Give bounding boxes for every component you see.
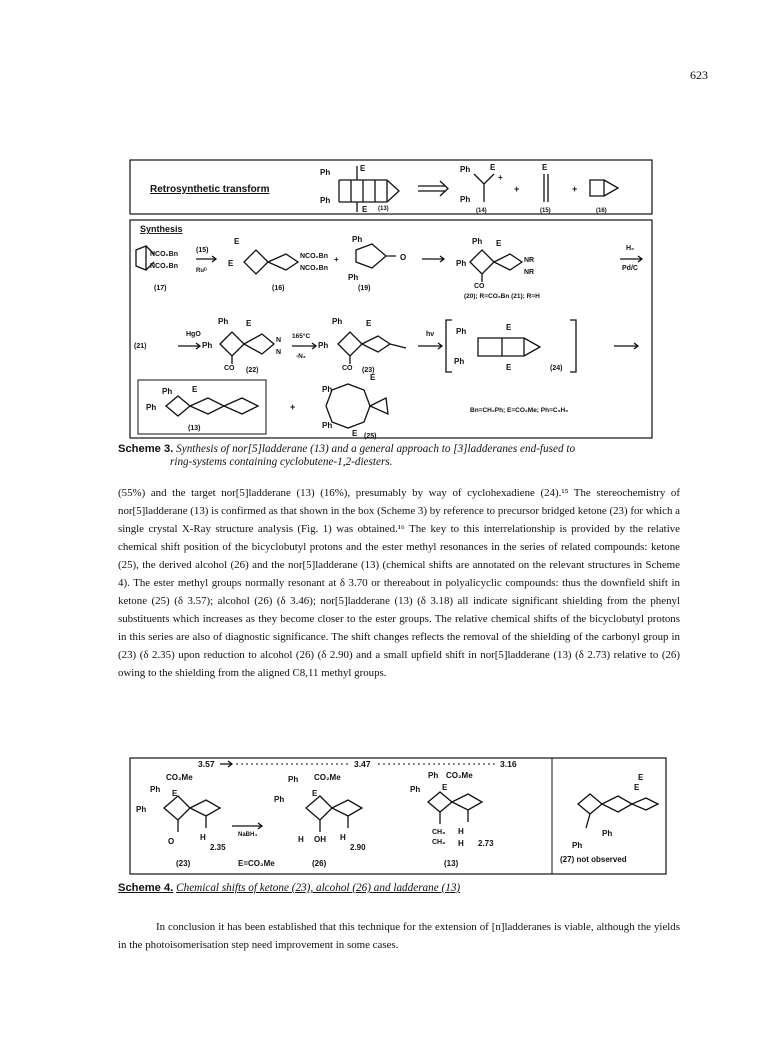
svg-text:NCO₂Bn: NCO₂Bn xyxy=(150,263,178,270)
svg-text:(13): (13) xyxy=(444,859,459,868)
svg-text:Ph: Ph xyxy=(318,341,329,350)
svg-text:Ph: Ph xyxy=(322,385,333,394)
svg-text:Ph: Ph xyxy=(136,805,147,814)
svg-text:Ph: Ph xyxy=(352,235,363,244)
svg-text:(25): (25) xyxy=(364,433,377,440)
svg-text:(23): (23) xyxy=(176,859,191,868)
body-paragraph-2: In conclusion it has been established that this technique for the extension of [n]ladderanes is viable, although the yields in the photoisomerisation step need improvement in some cases. xyxy=(118,921,680,951)
svg-text:(16): (16) xyxy=(272,285,285,292)
svg-text:Ph: Ph xyxy=(454,357,465,366)
svg-text:Pd/C: Pd/C xyxy=(622,265,638,272)
page-number: 623 xyxy=(690,68,708,82)
svg-text:H: H xyxy=(458,827,464,836)
svg-text:-N₂: -N₂ xyxy=(296,353,306,360)
svg-text:(15): (15) xyxy=(196,247,209,254)
svg-text:3.47: 3.47 xyxy=(354,759,371,769)
svg-text:E: E xyxy=(442,783,448,792)
svg-text:2.90: 2.90 xyxy=(350,843,366,852)
svg-text:E: E xyxy=(638,773,644,782)
svg-text:CO: CO xyxy=(474,283,485,290)
svg-text:3.16: 3.16 xyxy=(500,759,517,769)
svg-text:E: E xyxy=(506,323,512,332)
svg-text:E: E xyxy=(496,239,502,248)
svg-text:H: H xyxy=(200,833,206,842)
svg-text:2.35: 2.35 xyxy=(210,843,226,852)
svg-text:165°C: 165°C xyxy=(292,333,311,340)
svg-text:Ph: Ph xyxy=(348,273,359,282)
svg-text:N: N xyxy=(276,337,282,344)
svg-text:Ph: Ph xyxy=(428,771,439,780)
svg-text:CO₂Me: CO₂Me xyxy=(314,773,341,782)
synthesis-title: Synthesis xyxy=(140,224,183,234)
svg-text:+: + xyxy=(514,184,520,194)
svg-text:(17): (17) xyxy=(154,285,167,292)
svg-text:O: O xyxy=(168,837,175,846)
svg-text:(13): (13) xyxy=(188,425,201,432)
svg-text:E: E xyxy=(228,259,234,268)
scheme-4-caption: Scheme 4. Chemical shifts of ketone (23), alcohol (26) and ladderane (13) xyxy=(118,882,461,894)
svg-text:HgO: HgO xyxy=(186,331,201,338)
svg-text:NR: NR xyxy=(524,269,535,276)
svg-text:Ph: Ph xyxy=(572,841,583,850)
svg-text:Ph: Ph xyxy=(410,785,421,794)
svg-text:E: E xyxy=(506,363,512,372)
svg-text:E: E xyxy=(370,373,376,382)
svg-text:Ph: Ph xyxy=(322,421,333,430)
svg-text:+: + xyxy=(498,173,503,182)
svg-text:Ph: Ph xyxy=(162,387,173,396)
svg-text:(27) not observed: (27) not observed xyxy=(560,855,627,864)
svg-text:(22): (22) xyxy=(246,367,259,374)
svg-text:H: H xyxy=(298,835,304,844)
svg-text:E: E xyxy=(234,237,240,246)
svg-text:3.57: 3.57 xyxy=(198,759,215,769)
svg-text:Ph: Ph xyxy=(602,829,613,838)
svg-text:Ph: Ph xyxy=(218,317,229,326)
svg-text:+: + xyxy=(290,402,296,412)
svg-text:(26): (26) xyxy=(312,859,327,868)
svg-text:N: N xyxy=(276,349,282,356)
svg-text:Ph: Ph xyxy=(456,259,467,268)
svg-text:E: E xyxy=(366,319,372,328)
svg-text:E: E xyxy=(362,205,368,214)
svg-text:Ph: Ph xyxy=(320,196,331,205)
svg-text:hν: hν xyxy=(426,331,435,338)
svg-text:(14): (14) xyxy=(476,208,487,214)
svg-text:Ph: Ph xyxy=(150,785,161,794)
svg-text:E: E xyxy=(172,789,178,798)
svg-text:OH: OH xyxy=(314,835,326,844)
svg-text:E: E xyxy=(542,163,548,172)
svg-text:(15): (15) xyxy=(540,208,551,214)
svg-text:2.73: 2.73 xyxy=(478,839,494,848)
svg-text:H: H xyxy=(458,839,464,848)
svg-text:NR: NR xyxy=(524,257,535,264)
svg-text:E: E xyxy=(246,319,252,328)
svg-text:H₂: H₂ xyxy=(626,245,635,252)
svg-text:(21): (21) xyxy=(134,343,147,350)
svg-text:E: E xyxy=(352,429,358,438)
svg-text:E: E xyxy=(192,385,198,394)
svg-text:H: H xyxy=(340,833,346,842)
retro-arrow xyxy=(418,181,448,196)
svg-text:Ruᴰ: Ruᴰ xyxy=(196,268,207,274)
scheme-3-figure xyxy=(126,158,656,442)
svg-text:+: + xyxy=(572,184,578,194)
svg-text:CO: CO xyxy=(224,365,235,372)
svg-text:O: O xyxy=(400,253,407,262)
body-paragraph-1: (55%) and the target nor[5]ladderane (13) (16%), presumably by way of cyclohexadiene (24).¹⁵ The stereochemistry of nor[5]ladderane (13) is confirmed as that shown in the box (Scheme 3) by reference to precursor bridged ketone (23) for which a single crystal X-Ray structure analysis (Fig. 1) was obtained.¹⁶ The key to this interrelationship is provided by the relative chemical shift position of the bicyclobutyl protons and the ester methyl resonances in the series of related compounds: ketone (25), the derived alcohol (26) and the nor[5]ladderane (13) (chemical shifts are annotated on the relevant structures in Scheme 4). The ester methyl groups normally resonant at δ 3.70 or thereabout in polyalicyclic compounds: thus the downfield shift in ketone (25) (δ 3.57); alcohol (26) (δ 3.46); nor[5]ladderane (13) (δ 3.18) all indicate significant shielding from the phenyl substituents which increases as they become closer to the ester groups. The relative chemical shifts of the bicyclobutyl protons in this series are also of diagnostic significance. The shift changes reflects the removal of the shielding of the carbonyl group in (23) (δ 2.35) upon reduction to alcohol (26) (δ 2.90) and a small upfield shift in nor[5]ladderane (13) (δ 2.73) relative to (26) owing to the shielding from the aligned C8,11 methyl groups. xyxy=(118,487,680,679)
svg-text:NaBH₄: NaBH₄ xyxy=(238,832,258,838)
svg-text:E: E xyxy=(490,163,496,172)
svg-text:Ph: Ph xyxy=(460,165,471,174)
svg-text:(16): (16) xyxy=(596,208,607,214)
retrosynthetic-title: Retrosynthetic transform xyxy=(150,184,270,195)
svg-text:E: E xyxy=(360,164,366,173)
svg-text:CH₃: CH₃ xyxy=(432,829,446,836)
svg-text:Ph: Ph xyxy=(460,195,471,204)
svg-text:Ph: Ph xyxy=(146,403,157,412)
svg-text:CH₃: CH₃ xyxy=(432,839,446,846)
svg-text:Ph: Ph xyxy=(274,795,285,804)
svg-text:Ph: Ph xyxy=(288,775,299,784)
svg-text:(13): (13) xyxy=(378,206,389,212)
scheme-4-figure xyxy=(128,756,668,876)
scheme-3-caption: Scheme 3. Synthesis of nor[5]ladderane (13) and a general approach to [3]ladderanes end-fused to ring-systems containing cyclobutene-1,2-diesters. xyxy=(118,443,576,468)
svg-text:E: E xyxy=(634,783,640,792)
svg-text:(24): (24) xyxy=(550,365,563,372)
svg-text:CO: CO xyxy=(342,365,353,372)
svg-text:E: E xyxy=(312,789,318,798)
svg-text:Ph: Ph xyxy=(202,341,213,350)
svg-text:(19): (19) xyxy=(358,285,371,292)
svg-text:CO₂Me: CO₂Me xyxy=(446,771,473,780)
svg-text:NCO₂Bn: NCO₂Bn xyxy=(300,265,328,272)
svg-text:(23): (23) xyxy=(362,367,375,374)
svg-text:(20); R=CO₂Bn (21); R=H: (20); R=CO₂Bn (21); R=H xyxy=(464,293,540,300)
svg-text:Ph: Ph xyxy=(320,168,331,177)
svg-text:Bn=CH₂Ph; E=CO₂Me; Ph=C₆H₅: Bn=CH₂Ph; E=CO₂Me; Ph=C₆H₅ xyxy=(470,407,569,414)
svg-text:E=CO₂Me: E=CO₂Me xyxy=(238,859,275,868)
svg-text:CO₂Me: CO₂Me xyxy=(166,773,193,782)
svg-text:Ph: Ph xyxy=(472,237,483,246)
svg-text:NCO₂Bn: NCO₂Bn xyxy=(150,251,178,258)
svg-text:Ph: Ph xyxy=(332,317,343,326)
svg-text:NCO₂Bn: NCO₂Bn xyxy=(300,253,328,260)
product-13-box xyxy=(138,380,266,434)
svg-text:Ph: Ph xyxy=(456,327,467,336)
ladderane-target-structure xyxy=(339,166,399,212)
svg-text:+: + xyxy=(334,255,339,264)
